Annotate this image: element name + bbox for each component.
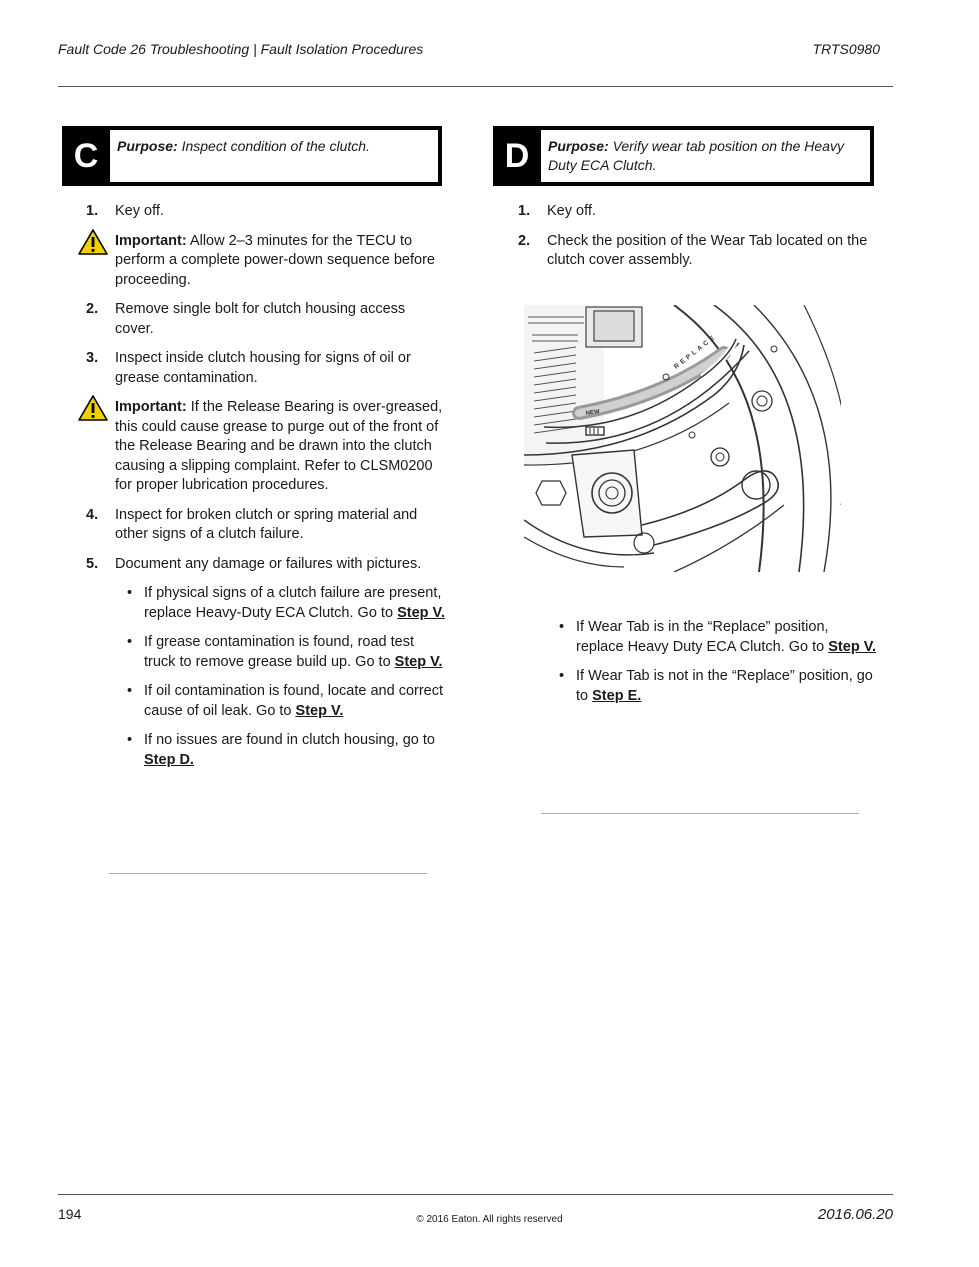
step-d-item-2-text: Check the position of the Wear Tab located on the clutch cover assembly. — [547, 232, 868, 268]
step-c-important-1-text: Allow 2–3 minutes for the TECU to perform a complete power-down sequence before proceeding. — [115, 232, 435, 288]
step-c-bullet-2-text: If grease contamination is found, road test truck to remove grease build up. Go to — [144, 634, 415, 670]
step-v-link[interactable]: Step V. — [295, 702, 344, 719]
step-c-purpose — [110, 130, 438, 182]
step-c-item-5-text: Document any damage or failures with pictures. — [115, 555, 422, 572]
step-d-bullet-2 — [492, 667, 877, 706]
step-c-item-2-num: 2. — [86, 301, 99, 317]
step-d-bullet-1-text: If Wear Tab is in the “Replace” position, replace Heavy Duty ECA Clutch. Go to — [576, 619, 829, 655]
step-c-bullet-1 — [60, 584, 445, 623]
footer-rule — [58, 1194, 893, 1195]
step-c-bullet-1-text: If physical signs of a clutch failure are present, replace Heavy-Duty ECA Clutch. Go to — [144, 585, 442, 621]
bullet-dot: • — [127, 585, 133, 601]
step-v-link[interactable]: Step V. — [828, 638, 877, 655]
bullet-dot: • — [127, 634, 133, 650]
step-c-purpose-text: Inspect condition of the clutch. — [181, 138, 370, 154]
warning-triangle-icon — [78, 229, 108, 255]
step-d-end-rule — [541, 813, 859, 814]
step-c-important-2-text: If the Release Bearing is over-greased, this could cause grease to purge out of the front of the Release Bearing and be drawn into the clutch causing a slipping complaint. Refer to CLSM0200 for proper lubrication procedures. — [115, 399, 443, 493]
step-c-end-rule — [109, 873, 427, 874]
step-c-purpose-box — [62, 126, 442, 186]
wear-tab-replace-label: REPLACE — [672, 333, 719, 371]
step-c-item-5 — [60, 555, 445, 575]
step-c-important-2-label: Important: — [115, 399, 187, 415]
step-d-item-1-text: Key off. — [547, 203, 596, 219]
step-e-link[interactable]: Step E. — [592, 687, 642, 704]
page-number: 194 — [58, 1206, 82, 1222]
step-d-letter: D — [504, 137, 530, 175]
step-c-bullet-4 — [60, 731, 445, 770]
step-d-link[interactable]: Step D. — [144, 751, 194, 768]
step-d-purpose-box — [493, 126, 874, 186]
copyright: © 2016 Eaton. All rights reserved — [416, 1214, 563, 1225]
step-d-bullet-2-text: If Wear Tab is not in the “Replace” position, go to — [576, 668, 873, 704]
step-c-item-1-num: 1. — [86, 203, 99, 219]
step-c-item-5-num: 5. — [86, 555, 99, 572]
step-c-item-1-text: Key off. — [115, 203, 164, 219]
running-header-title: Fault Code 26 Troubleshooting | Fault Isolation Procedures — [58, 41, 424, 57]
step-d-item-1 — [492, 202, 877, 222]
bullet-dot: • — [559, 619, 565, 635]
step-v-link[interactable]: Step V. — [397, 604, 445, 621]
step-d-purpose-label: Purpose: — [548, 138, 609, 154]
step-c-letter: C — [73, 137, 99, 175]
step-v-link[interactable]: Step V. — [394, 653, 443, 670]
step-c-item-2-text: Remove single bolt for clutch housing access cover. — [115, 301, 406, 337]
wear-tab-new-label: NEW — [585, 409, 601, 417]
step-c-bullet-3-text: If oil contamination is found, locate and correct cause of oil leak. Go to — [144, 683, 444, 719]
step-c-important-2 — [60, 398, 445, 496]
step-c-item-3-text: Inspect inside clutch housing for signs of oil or grease contamination. — [115, 350, 411, 386]
warning-triangle-icon — [78, 395, 108, 421]
step-d-item-2-num: 2. — [518, 232, 531, 249]
step-c-content — [60, 202, 445, 780]
revision-date: 2016.06.20 — [817, 1206, 893, 1223]
step-c-bullet-2 — [60, 633, 445, 672]
clutch-wear-tab-figure — [524, 305, 841, 572]
running-header-doc-id: TRTS0980 — [812, 41, 880, 57]
step-d-purpose-text: Verify wear tab position on the Heavy Duty ECA Clutch. — [548, 138, 844, 173]
bullet-dot: • — [127, 683, 133, 699]
step-c-important-1 — [60, 232, 445, 291]
step-d-content — [492, 202, 877, 281]
step-c-purpose-label: Purpose: — [117, 138, 178, 154]
step-d-outcomes — [492, 618, 877, 716]
step-c-bullet-4-text: If no issues are found in clutch housing, go to — [144, 732, 435, 748]
bullet-dot: • — [559, 668, 565, 684]
step-d-purpose — [541, 130, 870, 182]
step-c-item-4 — [60, 506, 445, 545]
step-d-item-2 — [492, 232, 877, 271]
step-c-important-1-label: Important: — [115, 232, 187, 249]
step-c-item-4-text: Inspect for broken clutch or spring material and other signs of a clutch failure. — [115, 506, 418, 542]
step-c-bullet-3 — [60, 682, 445, 721]
step-c-item-3-num: 3. — [86, 350, 99, 366]
step-d-item-1-num: 1. — [518, 203, 531, 219]
header-rule — [58, 86, 893, 87]
step-c-item-2 — [60, 300, 445, 339]
step-d-bullet-1 — [492, 618, 877, 657]
step-c-item-1 — [60, 202, 445, 222]
step-c-item-3 — [60, 349, 445, 388]
bullet-dot: • — [127, 732, 133, 748]
step-c-item-4-num: 4. — [86, 506, 99, 523]
